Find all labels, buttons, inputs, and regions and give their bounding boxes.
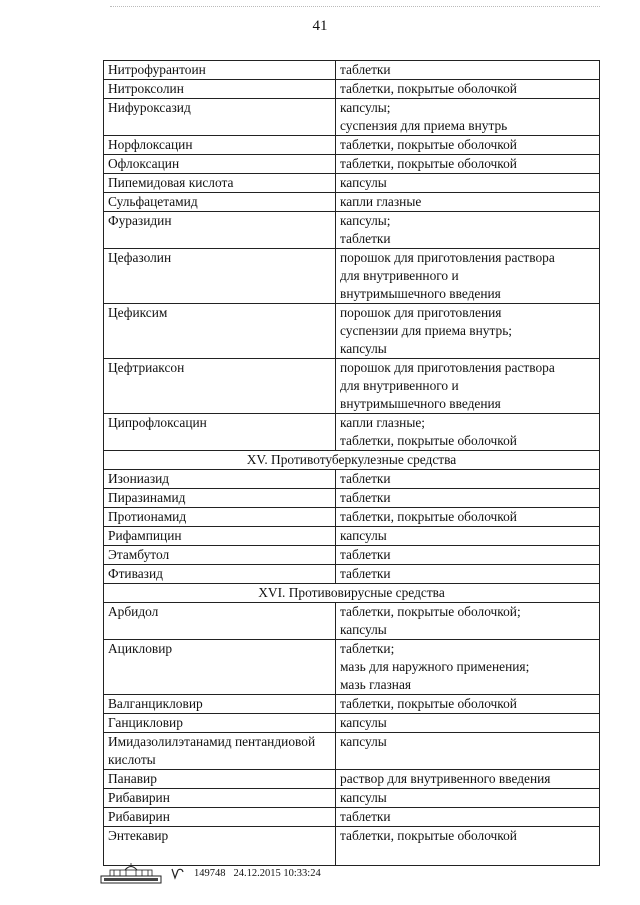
dosage-form-cell bbox=[336, 136, 600, 155]
table-row bbox=[104, 99, 600, 136]
drug-name-cell: Имидазолилэтанамид пентандиовой кислоты bbox=[104, 733, 336, 770]
dosage-form-cell bbox=[336, 99, 600, 136]
dosage-form-line: суспензии для приема внутрь; bbox=[340, 323, 513, 338]
dosage-form-cell bbox=[336, 603, 600, 640]
drug-name-cell: Изониазид bbox=[104, 470, 336, 489]
dosage-form-cell bbox=[336, 546, 600, 565]
table-row bbox=[104, 174, 600, 193]
dosage-form-cell bbox=[336, 565, 600, 584]
drug-name-cell: Сульфацетамид bbox=[104, 193, 336, 212]
dosage-form-line: капсулы; bbox=[340, 100, 391, 115]
table-row bbox=[104, 304, 600, 359]
dosage-form-cell bbox=[336, 770, 600, 789]
dosage-form-line: таблетки, покрытые оболочкой bbox=[340, 509, 517, 524]
table-row bbox=[104, 489, 600, 508]
drug-name-cell: Энтекавир bbox=[104, 827, 336, 866]
dosage-form-line: таблетки bbox=[340, 547, 391, 562]
table-row bbox=[104, 249, 600, 304]
table-row bbox=[104, 546, 600, 565]
dosage-form-line: капсулы bbox=[340, 341, 387, 356]
dosage-form-cell bbox=[336, 212, 600, 249]
dosage-form-cell bbox=[336, 808, 600, 827]
drug-name-cell: Ганцикловир bbox=[104, 714, 336, 733]
dosage-form-cell bbox=[336, 174, 600, 193]
dosage-form-cell bbox=[336, 527, 600, 546]
table-row bbox=[104, 136, 600, 155]
dosage-form-line: капсулы bbox=[340, 528, 387, 543]
drug-name-cell: Рифампицин bbox=[104, 527, 336, 546]
drug-name-cell: Фтивазид bbox=[104, 565, 336, 584]
dosage-form-line: таблетки, покрытые оболочкой bbox=[340, 696, 517, 711]
table-row bbox=[104, 414, 600, 451]
drug-name-cell: Цефазолин bbox=[104, 249, 336, 304]
dosage-form-line: капсулы bbox=[340, 175, 387, 190]
dosage-form-line: мазь глазная bbox=[340, 677, 412, 692]
drug-name-cell: Цефтриаксон bbox=[104, 359, 336, 414]
government-building-logo-icon bbox=[100, 862, 162, 884]
table-row bbox=[104, 770, 600, 789]
table-row bbox=[104, 603, 600, 640]
dosage-form-cell bbox=[336, 359, 600, 414]
drug-name-cell: Панавир bbox=[104, 770, 336, 789]
dosage-form-line: таблетки, покрытые оболочкой bbox=[340, 81, 517, 96]
table-row bbox=[104, 640, 600, 695]
table-row bbox=[104, 193, 600, 212]
dosage-form-line: таблетки; bbox=[340, 641, 395, 656]
dosage-form-cell bbox=[336, 489, 600, 508]
drug-name-cell: Фуразидин bbox=[104, 212, 336, 249]
dosage-form-line: капсулы bbox=[340, 734, 387, 749]
dosage-form-line: внутримышечного введения bbox=[340, 396, 501, 411]
dosage-form-cell bbox=[336, 414, 600, 451]
section-header-row bbox=[104, 584, 600, 603]
dosage-form-line: таблетки, покрытые оболочкой; bbox=[340, 604, 521, 619]
dosage-form-line: для внутривенного и bbox=[340, 268, 459, 283]
dosage-form-cell bbox=[336, 733, 600, 770]
dosage-form-line: капсулы bbox=[340, 790, 387, 805]
dosage-form-line: порошок для приготовления раствора bbox=[340, 250, 555, 265]
dosage-form-cell bbox=[336, 249, 600, 304]
drug-name-cell: Валганцикловир bbox=[104, 695, 336, 714]
dosage-form-cell bbox=[336, 714, 600, 733]
drug-name-cell: Рибавирин bbox=[104, 789, 336, 808]
dosage-form-cell bbox=[336, 789, 600, 808]
drug-name-cell: Цефиксим bbox=[104, 304, 336, 359]
dosage-form-cell bbox=[336, 304, 600, 359]
drug-name-cell: Арбидол bbox=[104, 603, 336, 640]
dosage-form-line: мазь для наружного применения; bbox=[340, 659, 530, 674]
dosage-form-line: суспензия для приема внутрь bbox=[340, 118, 508, 133]
dosage-form-line: таблетки bbox=[340, 809, 391, 824]
section-title: XVI. Противовирусные средства bbox=[104, 584, 600, 603]
scan-top-edge bbox=[110, 6, 600, 7]
table-row bbox=[104, 827, 600, 866]
dosage-form-line: внутримышечного введения bbox=[340, 286, 501, 301]
dosage-form-line: таблетки, покрытые оболочкой bbox=[340, 137, 517, 152]
table-row bbox=[104, 508, 600, 527]
table-row bbox=[104, 695, 600, 714]
dosage-form-line: капсулы; bbox=[340, 213, 391, 228]
dosage-form-line: таблетки, покрытые оболочкой bbox=[340, 828, 517, 843]
page-number: 41 bbox=[312, 18, 328, 34]
drug-name-cell: Ципрофлоксацин bbox=[104, 414, 336, 451]
dosage-form-line: раствор для внутривенного введения bbox=[340, 771, 551, 786]
dosage-form-cell bbox=[336, 470, 600, 489]
dosage-form-line: таблетки bbox=[340, 490, 391, 505]
section-header-row bbox=[104, 451, 600, 470]
dosage-form-cell bbox=[336, 80, 600, 99]
drug-name-cell: Этамбутол bbox=[104, 546, 336, 565]
dosage-form-line: капсулы bbox=[340, 622, 387, 637]
dosage-form-line: таблетки bbox=[340, 62, 391, 77]
drug-name-cell: Офлоксацин bbox=[104, 155, 336, 174]
table-row bbox=[104, 808, 600, 827]
table-row bbox=[104, 527, 600, 546]
table-row bbox=[104, 470, 600, 489]
dosage-form-cell bbox=[336, 193, 600, 212]
drug-name-cell: Пипемидовая кислота bbox=[104, 174, 336, 193]
dosage-form-line: таблетки bbox=[340, 471, 391, 486]
drug-name-cell: Норфлоксацин bbox=[104, 136, 336, 155]
dosage-form-line: для внутривенного и bbox=[340, 378, 459, 393]
table-row bbox=[104, 155, 600, 174]
dosage-form-cell bbox=[336, 508, 600, 527]
drug-name-cell: Протионамид bbox=[104, 508, 336, 527]
dosage-form-line: таблетки bbox=[340, 566, 391, 581]
table-row bbox=[104, 212, 600, 249]
table-row bbox=[104, 565, 600, 584]
table-row bbox=[104, 714, 600, 733]
dosage-form-line: капли глазные; bbox=[340, 415, 425, 430]
dosage-form-cell bbox=[336, 640, 600, 695]
footer-datetime: 24.12.2015 10:33:24 bbox=[233, 867, 321, 879]
table-row bbox=[104, 80, 600, 99]
dosage-form-line: порошок для приготовления раствора bbox=[340, 360, 555, 375]
table-row bbox=[104, 789, 600, 808]
dosage-form-line: таблетки, покрытые оболочкой bbox=[340, 433, 517, 448]
dosage-form-line: капли глазные bbox=[340, 194, 422, 209]
drug-name-cell: Пиразинамид bbox=[104, 489, 336, 508]
medication-table bbox=[103, 60, 600, 866]
drug-name-cell: Нифуроксазид bbox=[104, 99, 336, 136]
table-row bbox=[104, 359, 600, 414]
document-footer bbox=[100, 862, 321, 884]
dosage-form-cell bbox=[336, 155, 600, 174]
drug-name-cell: Нитрофурантоин bbox=[104, 61, 336, 80]
dosage-form-line: порошок для приготовления bbox=[340, 305, 502, 320]
dosage-form-line: капсулы bbox=[340, 715, 387, 730]
footer-doc-number: 149748 bbox=[194, 867, 226, 879]
drug-name-cell: Ацикловир bbox=[104, 640, 336, 695]
dosage-form-line: таблетки bbox=[340, 231, 391, 246]
section-title: XV. Противотуберкулезные средства bbox=[104, 451, 600, 470]
drug-name-cell: Рибавирин bbox=[104, 808, 336, 827]
drug-name-cell: Нитроксолин bbox=[104, 80, 336, 99]
signature-mark-icon bbox=[170, 866, 186, 880]
dosage-form-cell bbox=[336, 61, 600, 80]
table-row bbox=[104, 61, 600, 80]
dosage-form-cell bbox=[336, 695, 600, 714]
table-row bbox=[104, 733, 600, 770]
dosage-form-cell bbox=[336, 827, 600, 866]
dosage-form-line: таблетки, покрытые оболочкой bbox=[340, 156, 517, 171]
